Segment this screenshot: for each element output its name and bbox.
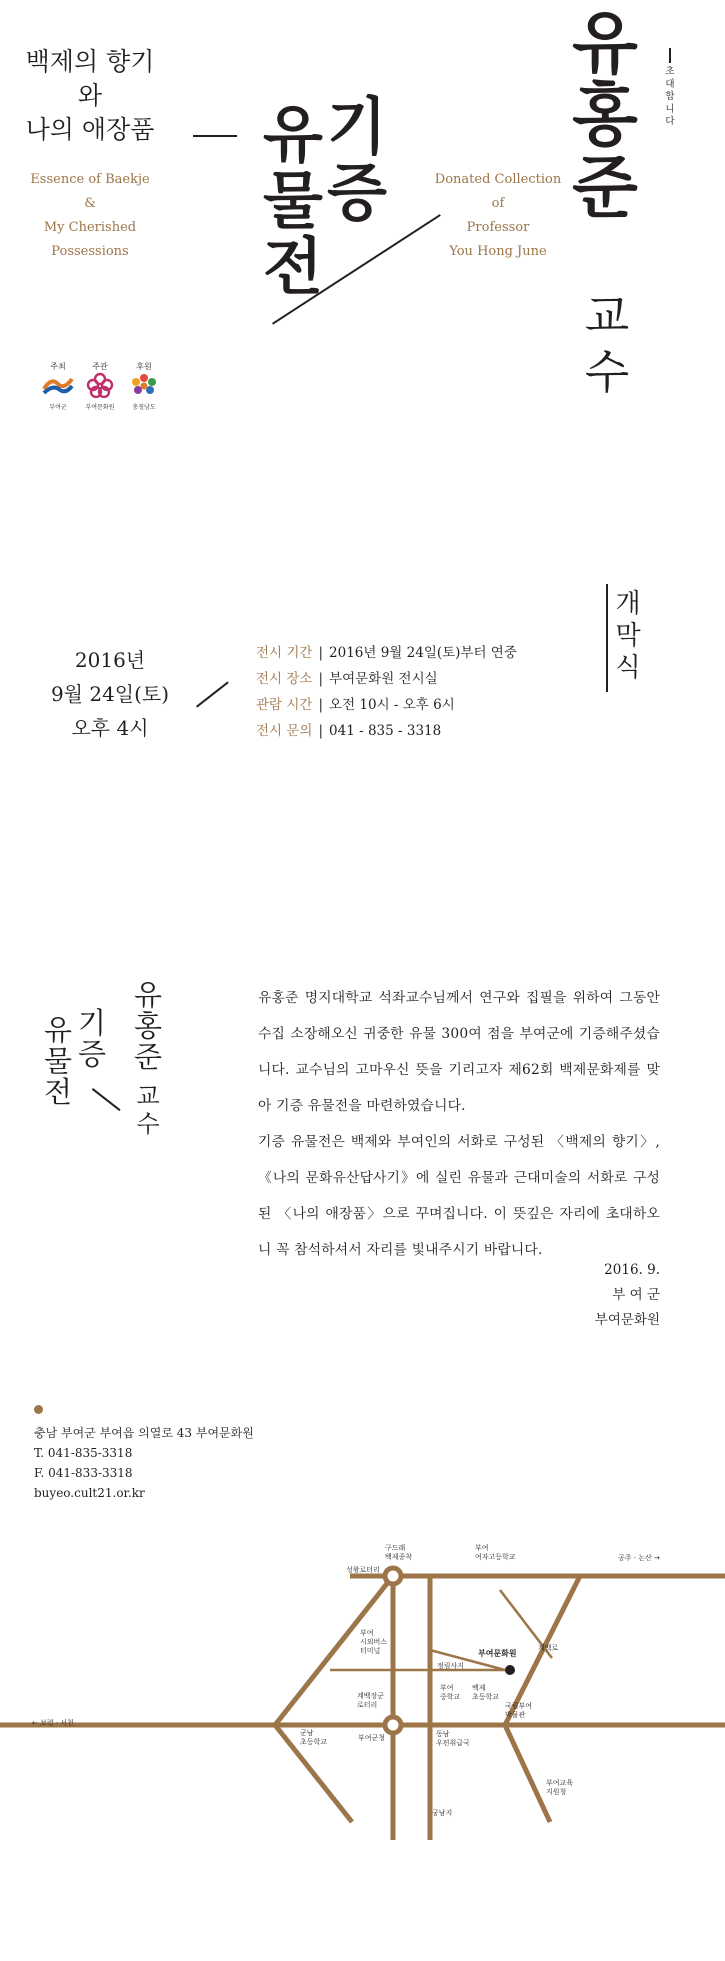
mini-char: 유 (43, 1013, 72, 1047)
logo-name: 부여문화원 (85, 404, 115, 411)
prof-char: 수 (584, 345, 630, 399)
location-map (0, 1540, 725, 1840)
map-label-county: 부여군청 (358, 1734, 386, 1742)
title-char: 전 (263, 230, 323, 303)
opening-date-line: 9월 24일(토) (50, 682, 170, 706)
opening-title (610, 588, 646, 684)
map-label-gyebaek-rotary: 계백장군 로터리 (357, 1692, 385, 1709)
donated-english-line: of (491, 196, 505, 211)
map-label-gyebaek: 계백로 (538, 1644, 559, 1652)
letter-paragraph: 유홍준 명지대학교 석좌교수님께서 연구와 집필을 위하여 그동안 수집 소장해오신 귀중한 유물 300여 점을 부여군에 기증해주셨습니다. 교수님의 고마우신 뜻을 기리고자 제62회 백제문화제를 맞아 기증 유물전을 마련하였습니다. (258, 990, 660, 1114)
mini-char: 기 (77, 1006, 106, 1040)
buyeo-county-emblem-icon (41, 372, 75, 398)
website-line[interactable]: buyeo.cult21.or.kr (34, 1486, 145, 1500)
mini-char: 수 (136, 1110, 160, 1138)
title-char: 기 (327, 90, 387, 163)
subtitle-korean-line: 나의 애장품 (25, 115, 155, 144)
donated-english (428, 168, 568, 264)
mini-char: 준 (133, 1040, 162, 1074)
map-label-boryeong: ← 보령 · 서천 (32, 1719, 74, 1727)
invite-char: 니 (665, 103, 675, 115)
logo-name: 부여군 (49, 404, 67, 411)
invite-char: 대 (665, 78, 675, 90)
donated-english-line: Professor (466, 220, 530, 235)
opening-diagonal-line (196, 681, 228, 707)
info-value: 오전 10시 - 오후 6시 (329, 697, 455, 713)
info-row-contact: 전시 문의 | 041 - 835 - 3318 (256, 723, 442, 739)
opening-title-char: 개 (615, 589, 641, 619)
prof-char: 교 (584, 289, 630, 343)
logo-label: 후원 (136, 362, 152, 371)
mini-title-column (72, 1008, 112, 1070)
title-char: 유 (263, 98, 323, 171)
title-column-gijeung (322, 90, 392, 229)
info-row-period: 전시 기간 | 2016년 9월 24일(토)부터 연중 (256, 645, 517, 661)
title-dash (193, 135, 237, 137)
donated-english-line: You Hong June (449, 244, 547, 259)
map-label-girls-high: 부여 여자고등학교 (475, 1544, 516, 1561)
map-label-gongju: 공주 · 논산 → (618, 1554, 660, 1562)
name-char: 유 (572, 4, 638, 84)
info-label: 전시 기간 (256, 645, 313, 661)
sign-center: 부여문화원 (594, 1312, 660, 1328)
info-row-venue: 전시 장소 | 부여문화원 전시실 (256, 671, 438, 687)
info-label: 전시 장소 (256, 671, 313, 687)
seongwang-rotary-icon (385, 1568, 401, 1584)
fax-line: F. 041-833-3318 (34, 1466, 133, 1480)
mini-char: 증 (77, 1037, 106, 1071)
address-bullet (34, 1405, 43, 1414)
host-logo (40, 362, 76, 412)
mini-char: 전 (43, 1075, 72, 1109)
subtitle-english-line: & (84, 196, 96, 211)
mini-title-column (128, 980, 168, 1073)
map-label-middle: 부여 중학교 (440, 1684, 461, 1701)
subtitle-english-line: Possessions (51, 244, 129, 259)
sponsor-logo (126, 362, 162, 412)
name-char: 홍 (572, 76, 638, 156)
opening-bar (606, 584, 608, 692)
sponsor-logos (40, 362, 165, 416)
sign-date: 2016. 9. (604, 1262, 660, 1278)
address-line: 충남 부여군 부여읍 의열로 43 부여문화원 (34, 1426, 254, 1440)
invite-char: 합 (665, 91, 675, 102)
letter-paragraph: 기증 유물전은 백제와 부여인의 서화로 구성된 〈백제의 향기〉, 《나의 문화유산답사기》에 실린 유물과 근대미술의 서화로 구성된 〈나의 애장품〉으로 꾸며집니다. 이 뜻깊은 자리에 초대하오니 꼭 참석하셔서 자리를 빛내주시기 바랍니다. (258, 1134, 660, 1258)
info-value: 2016년 9월 24일(토)부터 연중 (329, 645, 517, 661)
culture-center-emblem-icon (83, 372, 117, 398)
chungnam-emblem-icon (127, 372, 161, 398)
logo-label: 주최 (50, 362, 66, 371)
subtitle-korean (0, 45, 180, 147)
exhibition-info (256, 640, 596, 744)
title-char: 물 (263, 164, 323, 237)
map-label-post: 동남 우편취급국 (436, 1730, 470, 1747)
phone-line: T. 041-835-3318 (34, 1446, 133, 1460)
sign-county: 부 여 군 (612, 1287, 660, 1303)
map-label-edu: 부여교육 지원청 (546, 1779, 574, 1796)
invite-bar (669, 48, 671, 63)
mini-char: 물 (43, 1044, 72, 1078)
organizer-logo (82, 362, 118, 412)
map-label-jeongnim: 정림사지 (437, 1662, 465, 1670)
map-label-bus: 부여 시외버스 터미널 (360, 1629, 388, 1655)
subtitle-korean-line: 백제의 향기 (25, 47, 155, 76)
map-label-gungnamji: 궁남지 (432, 1809, 453, 1817)
map-label-gunnam: 군남 초등학교 (300, 1729, 328, 1746)
title-column-yumuljeon (258, 98, 328, 303)
logo-label: 주관 (92, 362, 108, 371)
donated-english-line: Donated Collection (434, 172, 562, 187)
opening-date-line: 오후 4시 (71, 716, 149, 740)
map-label-gudurae: 구드래 백제종착 (385, 1544, 413, 1561)
mini-char: 유 (133, 978, 162, 1012)
map-label-museum: 국립부여 박물관 (505, 1702, 533, 1719)
logo-name: 충청남도 (132, 404, 156, 411)
mini-char: 홍 (133, 1009, 162, 1043)
professor-name (570, 4, 640, 228)
professor-title (577, 288, 637, 400)
address-block (34, 1423, 254, 1503)
info-label: 전시 문의 (256, 723, 313, 739)
letter-signature (500, 1258, 660, 1333)
invite-char: 초 (665, 66, 675, 77)
invitation-letter (258, 980, 660, 1268)
subtitle-english (0, 168, 180, 264)
info-label: 관람 시간 (256, 697, 313, 713)
mini-char: 교 (136, 1082, 160, 1110)
culture-center-marker-icon (505, 1665, 515, 1675)
map-label-seongwang: 성왕로터리 (346, 1566, 380, 1574)
map-label-baekje-elem: 백제 초등학교 (472, 1684, 500, 1701)
opening-title-char: 식 (615, 653, 641, 683)
subtitle-english-line: My Cherished (43, 220, 137, 235)
subtitle-korean-line: 와 (77, 81, 103, 110)
title-char: 증 (327, 156, 387, 229)
info-value: 041 - 835 - 3318 (329, 723, 442, 739)
gyebaek-rotary-icon (385, 1717, 401, 1733)
opening-date-line: 2016년 (74, 648, 146, 672)
invite-char: 다 (665, 116, 675, 127)
name-char: 준 (572, 148, 638, 228)
info-row-hours: 관람 시간 | 오전 10시 - 오후 6시 (256, 697, 455, 713)
map-labels (32, 1543, 660, 1817)
info-value: 부여문화원 전시실 (329, 671, 438, 687)
subtitle-english-line: Essence of Baekje (30, 172, 150, 187)
opening-date (45, 643, 175, 745)
mini-diagonal-line (92, 1088, 121, 1111)
invite-text (663, 66, 677, 129)
map-label-culture: 부여문화원 (478, 1649, 517, 1658)
mini-title-column (128, 1082, 168, 1138)
opening-title-char: 막 (615, 621, 641, 651)
